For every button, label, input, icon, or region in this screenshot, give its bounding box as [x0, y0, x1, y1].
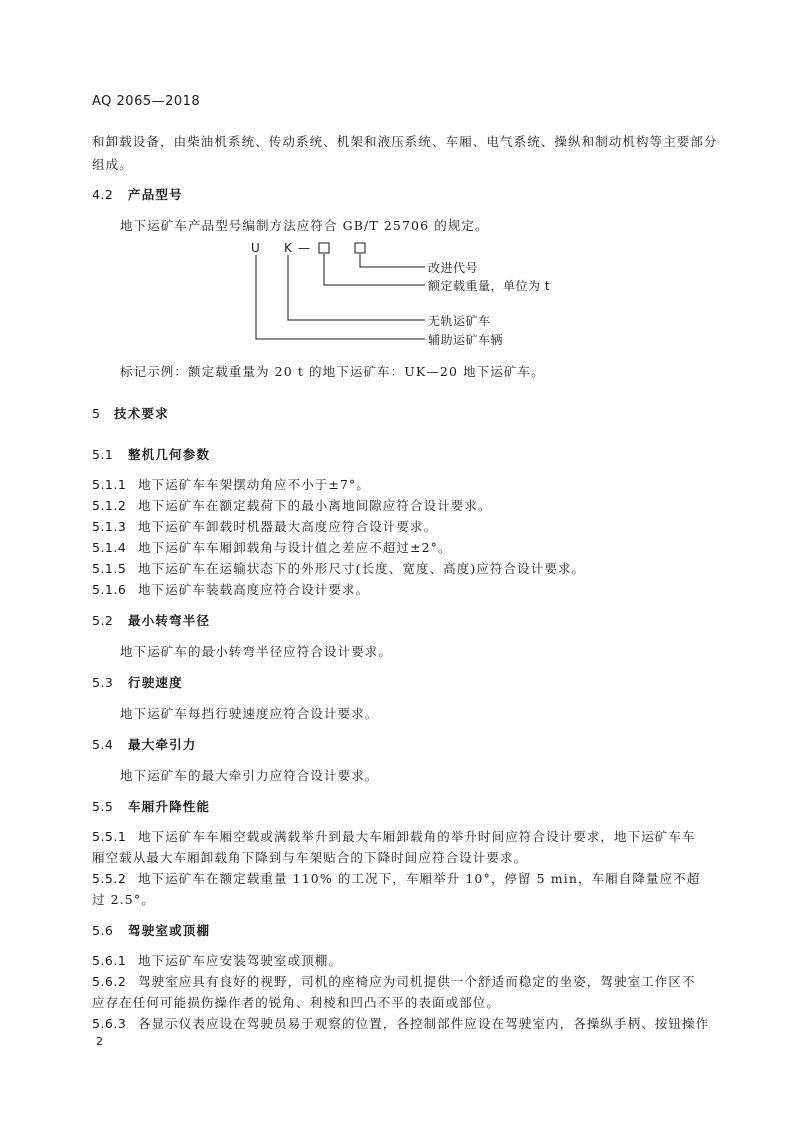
section-title: 产品型号	[128, 187, 183, 202]
clause-number: 5.6.3	[92, 1016, 127, 1031]
section-5-4-heading	[92, 735, 197, 753]
clause-5-1-2	[92, 496, 492, 514]
clause-5-6-1	[92, 951, 342, 969]
section-title: 技术要求	[114, 406, 169, 421]
section-title: 行驶速度	[128, 675, 183, 690]
clause-number: 5.6.1	[92, 953, 127, 968]
section-5-1-heading	[92, 445, 210, 463]
clause-number: 5.5.2	[92, 871, 127, 886]
intro-line-1: 和卸载设备，由柴油机系统、传动系统、机架和液压系统、车厢、电气系统、操纵和制动机构等主要部分	[92, 134, 718, 149]
section-number: 4.2	[92, 187, 114, 202]
section-number: 5	[92, 406, 101, 421]
label-auxiliary-vehicle: 辅助运矿车辆	[428, 333, 504, 347]
placeholder-box-load	[319, 243, 329, 253]
section-5-heading	[92, 404, 169, 422]
clause-number: 5.1.6	[92, 582, 127, 597]
clause-text: 地下运矿车车架摆动角应不小于±7°。	[138, 477, 370, 492]
label-trackless-mine-truck: 无轨运矿车	[428, 314, 491, 328]
clause-number: 5.1.5	[92, 561, 127, 576]
clause-text: 驾驶室应具有良好的视野，司机的座椅应为司机提供一个舒适而稳定的坐姿，驾驶室工作区不	[138, 974, 696, 989]
code-dash: —	[298, 241, 311, 255]
clause-text: 地下运矿车在额定载荷下的最小离地间隙应符合设计要求。	[138, 498, 492, 513]
clause-5-6-2-line-1	[92, 972, 696, 990]
intro-line-2: 组成。	[92, 157, 133, 172]
clause-5-5-2-line-1	[92, 869, 700, 887]
clause-5-1-6	[92, 580, 369, 598]
label-rated-load: 额定载重量，单位为 t	[428, 279, 551, 293]
section-number: 5.1	[92, 447, 114, 462]
clause-text: 地下运矿车装载高度应符合设计要求。	[138, 582, 370, 597]
section-number: 5.2	[92, 613, 114, 628]
section-number: 5.3	[92, 675, 114, 690]
model-code-diagram	[0, 0, 794, 360]
clause-text: 地下运矿车卸载时机器最大高度应符合设计要求。	[138, 519, 438, 534]
clause-text: 地下运矿车应安装驾驶室或顶棚。	[138, 953, 343, 968]
clause-5-6-2-line-2: 应存在任何可能损伤操作者的锐角、利棱和凹凸不平的表面或部位。	[92, 995, 501, 1010]
clause-text: 各显示仪表应设在驾驶员易于观察的位置，各控制部件应设在驾驶室内，各操纵手柄、按钮操作	[138, 1016, 710, 1031]
code-letter-k: K	[284, 241, 293, 255]
clause-5-1-5	[92, 559, 585, 577]
page-number: 2	[96, 1035, 103, 1048]
clause-number: 5.6.2	[92, 974, 127, 989]
clause-5-1-4	[92, 538, 452, 556]
clause-number: 5.1.3	[92, 519, 127, 534]
section-4-2-body: 地下运矿车产品型号编制方法应符合 GB/T 25706 的规定。	[120, 218, 489, 233]
clause-5-5-2-line-2: 过 2.5°。	[92, 892, 155, 907]
section-5-6-heading	[92, 921, 210, 939]
section-number: 5.4	[92, 737, 114, 752]
clause-text: 地下运矿车在额定载重量 110% 的工况下，车厢举升 10°，停留 5 min，车厢自降量应不超	[138, 871, 701, 886]
clause-number: 5.5.1	[92, 829, 127, 844]
section-5-3-body: 地下运矿车每挡行驶速度应符合设计要求。	[120, 706, 379, 721]
section-5-2-heading	[92, 611, 210, 629]
leader-lines	[256, 254, 425, 339]
clause-5-6-3-line-1	[92, 1014, 709, 1032]
section-title: 最大牵引力	[128, 737, 197, 752]
section-5-3-heading	[92, 673, 183, 691]
section-title: 车厢升降性能	[128, 799, 211, 814]
clause-5-1-3	[92, 517, 437, 535]
section-title: 最小转弯半径	[128, 613, 211, 628]
section-title: 整机几何参数	[128, 447, 211, 462]
section-title: 驾驶室或顶棚	[128, 923, 211, 938]
clause-5-1-1	[92, 475, 370, 493]
clause-text: 地下运矿车车厢卸载角与设计值之差应不超过±2°。	[138, 540, 452, 555]
code-letter-u: U	[251, 241, 261, 255]
clause-5-5-1-line-2: 厢空载从最大车厢卸载角下降到与车架贴合的下降时间应符合设计要求。	[92, 850, 528, 865]
section-5-2-body: 地下运矿车的最小转弯半径应符合设计要求。	[120, 644, 393, 659]
section-number: 5.5	[92, 799, 114, 814]
clause-number: 5.1.4	[92, 540, 127, 555]
placeholder-box-improvement	[355, 243, 365, 253]
marking-example: 标记示例：额定载重量为 20 t 的地下运矿车：UK—20 地下运矿车。	[120, 364, 545, 379]
standard-code: AQ 2065—2018	[92, 94, 201, 109]
clause-number: 5.1.2	[92, 498, 127, 513]
section-5-5-heading	[92, 797, 210, 815]
clause-text: 地下运矿车车厢空载或满载举升到最大车厢卸载角的举升时间应符合设计要求，地下运矿车车	[138, 829, 696, 844]
label-improvement-code: 改进代号	[428, 261, 479, 275]
section-5-4-body: 地下运矿车的最大牵引力应符合设计要求。	[120, 768, 379, 783]
section-number: 5.6	[92, 923, 114, 938]
clause-5-5-1-line-1	[92, 827, 696, 845]
clause-number: 5.1.1	[92, 477, 127, 492]
clause-text: 地下运矿车在运输状态下的外形尺寸(长度、宽度、高度)应符合设计要求。	[138, 561, 586, 576]
